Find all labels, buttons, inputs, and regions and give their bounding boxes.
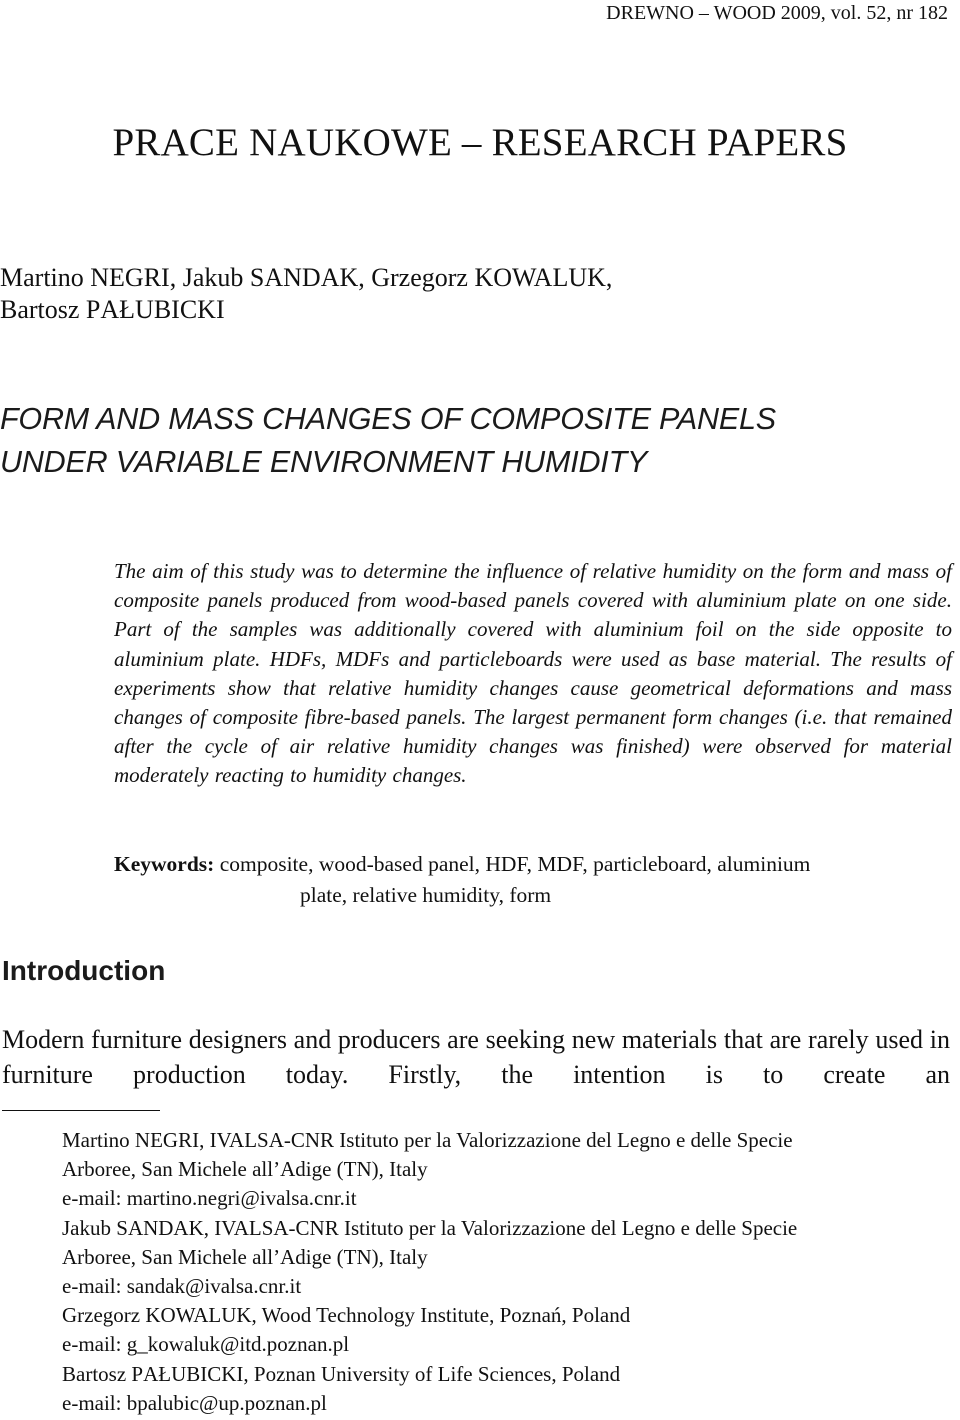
affiliation-last-name-initial: P: [131, 1361, 144, 1386]
author-last-name-initial: N: [90, 263, 110, 292]
author-last-name-rest: ANDAK: [264, 263, 359, 292]
keywords-text: composite, wood-based panel, HDF, MDF, particleboard, aluminium: [219, 852, 811, 876]
affiliation-line: [62, 1214, 954, 1243]
affiliation-last-name-initial: S: [116, 1215, 128, 1240]
affiliation-first-name: Jakub: [62, 1215, 117, 1240]
introduction-heading: Introduction: [2, 955, 166, 986]
affiliation-line: Arboree, San Michele all’Adige (TN), Italy: [62, 1244, 428, 1269]
introduction-paragraph: Modern furniture designers and producers are seeking new materials that are rarely used in furniture production today. Firstly, the intention is to create an: [2, 1025, 950, 1089]
affiliation-line: [62, 1301, 954, 1330]
section-title: PRACE NAUKOWE – RESEARCH PAPERS: [112, 121, 848, 164]
affiliation-institution: , IVALSA-CNR Istituto per la Valorizzazione del Legno e delle Specie: [199, 1128, 793, 1152]
affiliation-institution: , IVALSA-CNR Istituto per la Valorizzazione del Legno e delle Specie: [203, 1215, 798, 1240]
author-last-name-rest: OWALUK: [493, 263, 606, 292]
author-separator: ,: [358, 263, 372, 292]
paper-title-line: FORM AND MASS CHANGES OF COMPOSITE PANELS: [0, 402, 776, 436]
author-last-name-rest: AŁUBICKI: [100, 295, 225, 324]
author-line-2: [0, 294, 960, 326]
author-first-name: Grzegorz: [371, 263, 475, 292]
keywords: [114, 849, 956, 911]
author-affiliations: [62, 1126, 954, 1418]
affiliation-first-name: Bartosz: [62, 1361, 132, 1386]
keywords-label: Keywords:: [114, 852, 215, 876]
affiliation-line: [62, 1126, 954, 1155]
author-list: [0, 262, 960, 326]
affiliation-email: e-mail: g_kowaluk@itd.poznan.pl: [62, 1332, 350, 1357]
author-last-name-initial: P: [85, 295, 101, 324]
journal-header: DREWNO – WOOD 2009, vol. 52, nr 182: [606, 2, 948, 24]
author-first-name: Bartosz: [0, 295, 86, 324]
abstract: The aim of this study was to determine the influence of relative humidity on the form and mass of composite panels produced from wood-based panels covered with aluminium plate on one side. Part of the samples was additionally covered with aluminium foil on the side opposite to aluminium plate. HDFs, MDFs and particleboards were used as base material. The results of experiments show that relative humidity changes cause geometrical deformations and mass changes of composite fibre-based panels. The largest permanent form changes (i.e. that remained after the cycle of air relative humidity changes was finished) were observed for material moderately reacting to humidity changes.: [114, 559, 952, 788]
author-last-name-rest: EGRI: [109, 263, 170, 292]
affiliation-institution: , Poznan University of Life Sciences, Poland: [243, 1361, 621, 1386]
affiliation-last-name-rest: AŁUBICKI: [143, 1361, 244, 1386]
affiliation-last-name-rest: ANDAK: [127, 1215, 204, 1240]
author-first-name: Jakub: [182, 263, 250, 292]
affiliation-last-name-rest: OWALUK: [160, 1303, 252, 1328]
affiliation-institution: , Wood Technology Institute, Poznań, Poland: [251, 1303, 631, 1328]
keywords-text-continued: plate, relative humidity, form: [300, 883, 552, 907]
affiliation-email: e-mail: sandak@ivalsa.cnr.it: [62, 1274, 302, 1299]
affiliation-first-name: Grzegorz: [62, 1303, 146, 1328]
affiliation-email: e-mail: bpalubic@up.poznan.pl: [62, 1390, 327, 1415]
affiliation-email: e-mail: martino.negri@ivalsa.cnr.it: [62, 1186, 357, 1211]
author-last-name-initial: S: [249, 263, 265, 292]
paper-title-line: UNDER VARIABLE ENVIRONMENT HUMIDITY: [0, 445, 648, 479]
author-line-1: [0, 262, 960, 294]
affiliation-line: Arboree, San Michele all’Adige (TN), Italy: [62, 1157, 428, 1182]
paper-title: [0, 398, 960, 484]
affiliation-line: [62, 1360, 954, 1389]
footnote-separator: [2, 1110, 160, 1111]
author-last-name-initial: K: [474, 263, 494, 292]
affiliation-last-name-rest: EGRI: [150, 1128, 200, 1152]
affiliation-first-name: Martino: [62, 1128, 135, 1152]
affiliation-last-name-initial: N: [134, 1128, 151, 1152]
author-separator: ,: [169, 263, 183, 292]
affiliation-last-name-initial: K: [145, 1303, 161, 1328]
author-separator: ,: [605, 263, 613, 292]
author-first-name: Martino: [0, 263, 91, 292]
